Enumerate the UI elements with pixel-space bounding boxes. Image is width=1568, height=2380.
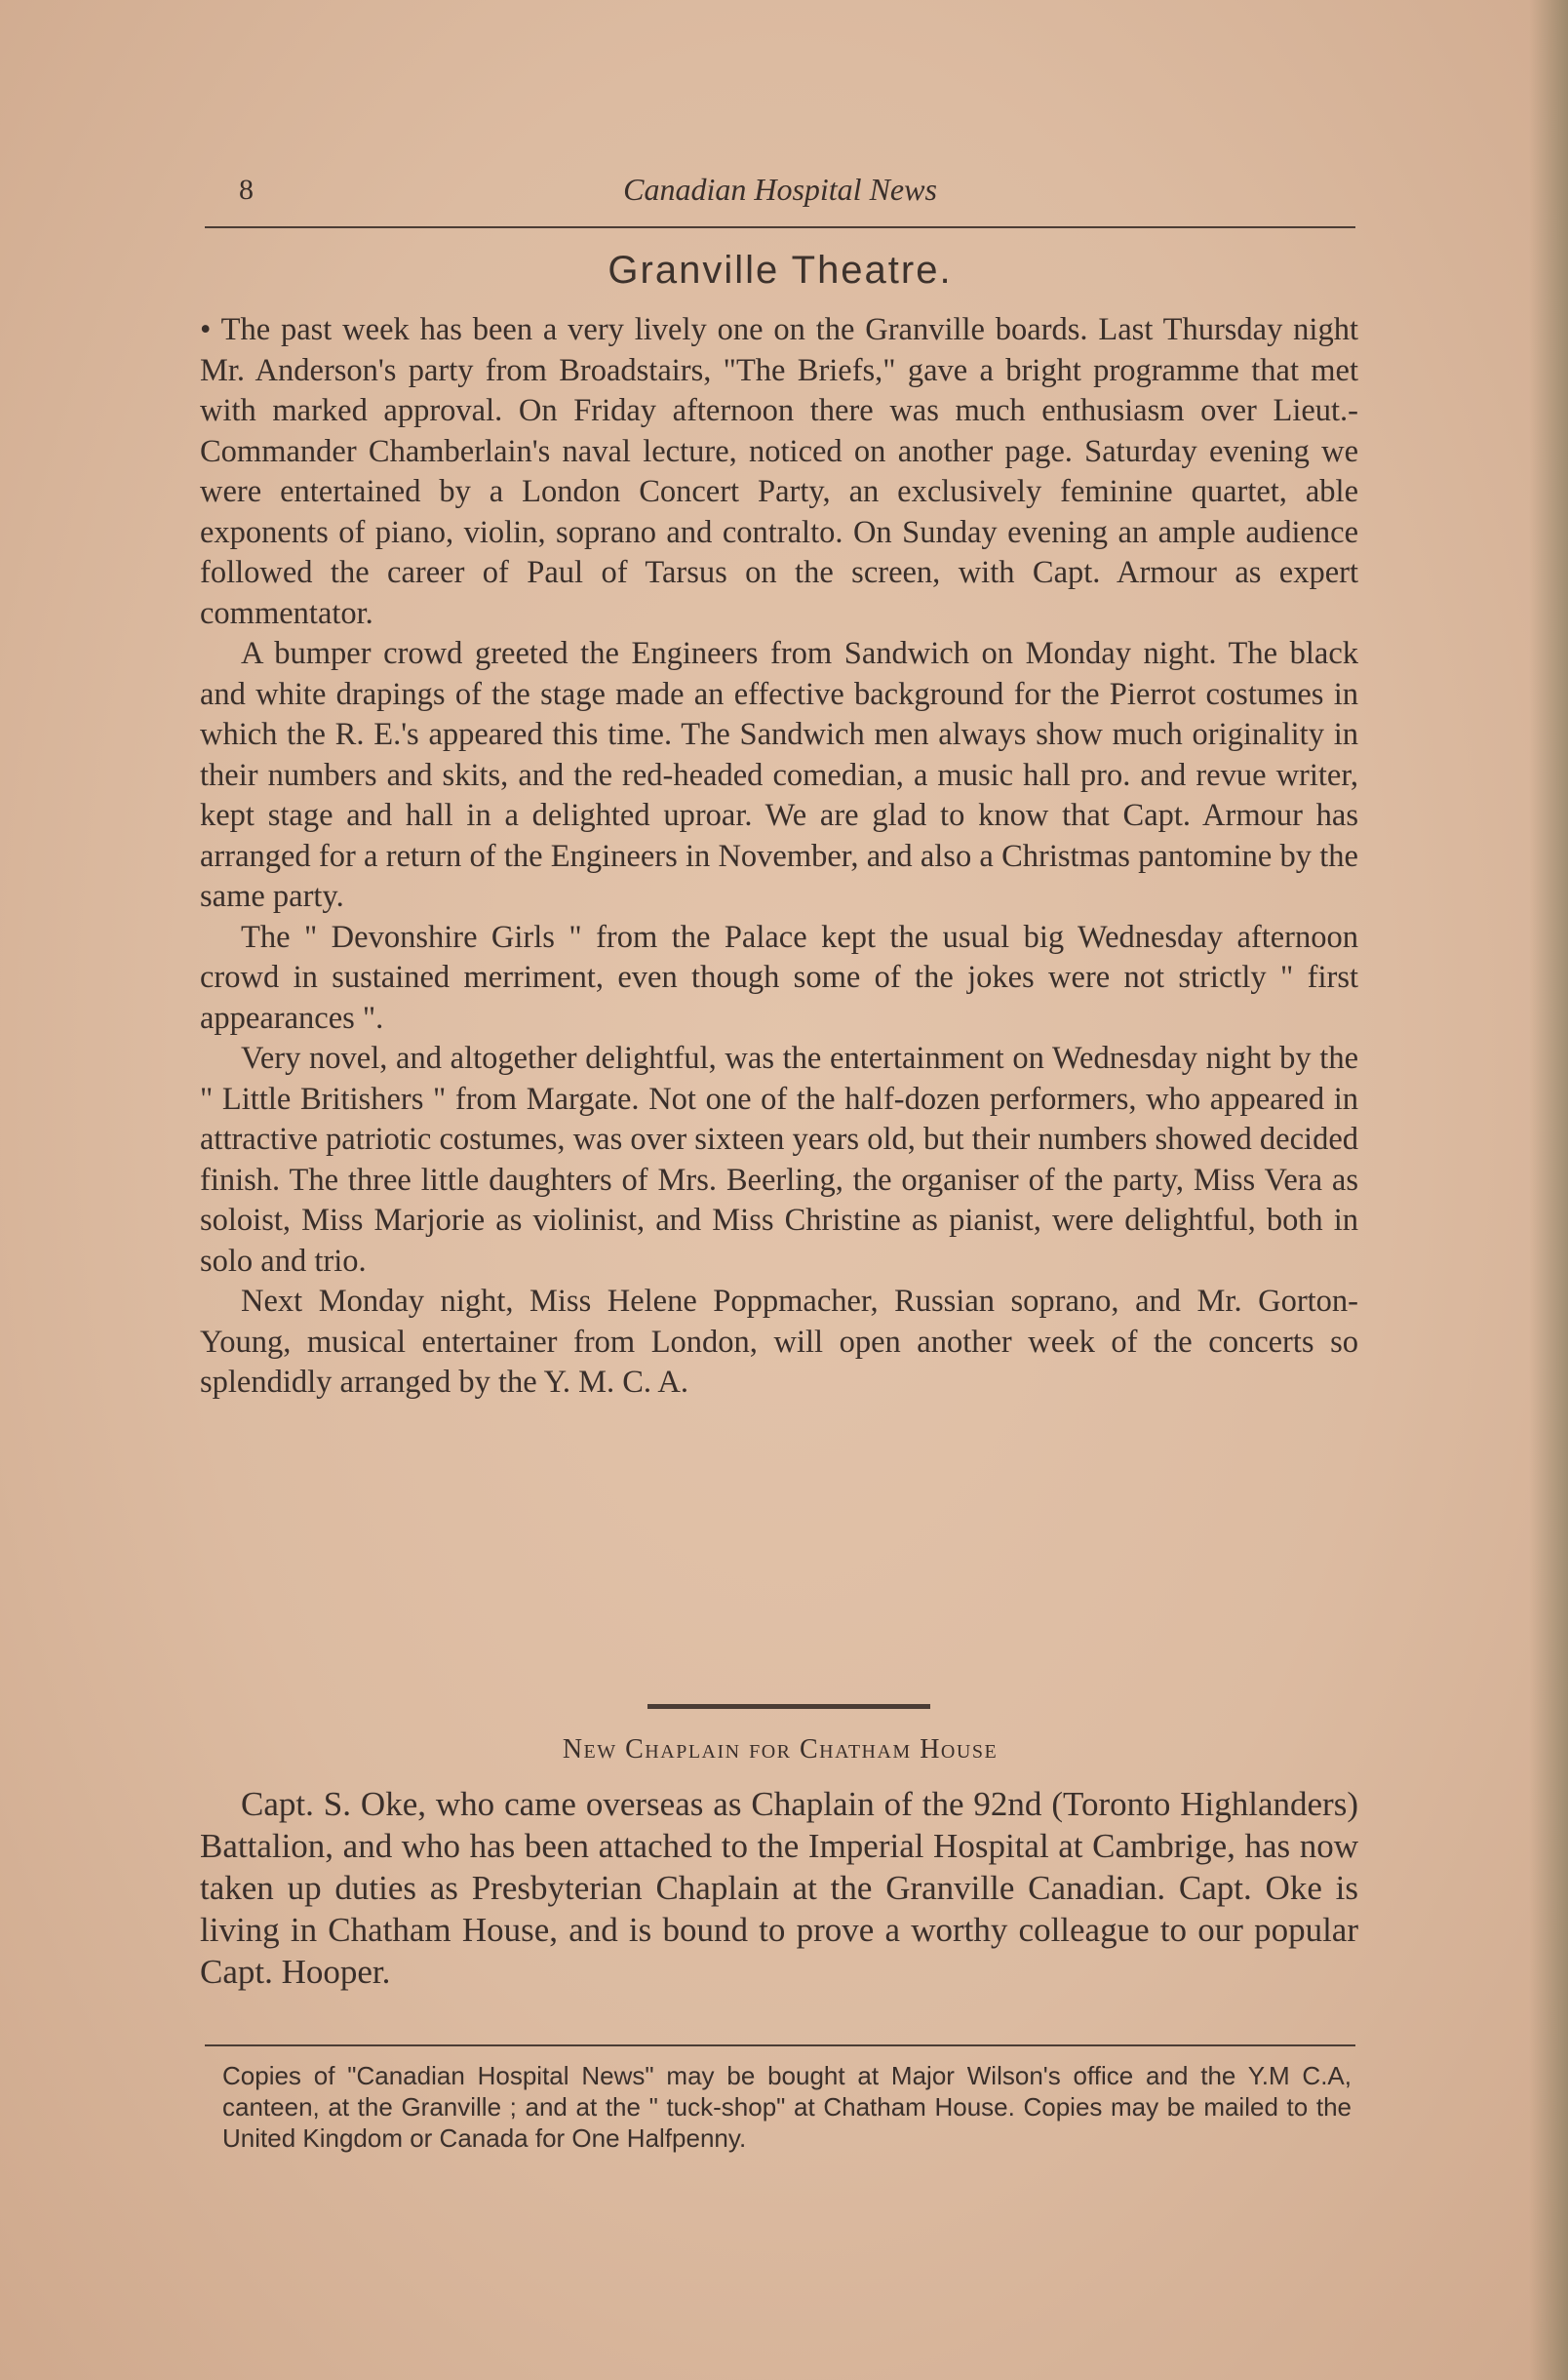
section-divider (647, 1704, 930, 1709)
chaplain-article (200, 1783, 1358, 1993)
article-paragraph: Next Monday night, Miss Helene Poppmacher, Russian soprano, and Mr. Gorton-Young, musical entertainer from London, will open another week of the concerts so splendidly arranged by the Y. M. C. A. (200, 1284, 1358, 1400)
page-edge-shadow (1529, 0, 1568, 2380)
article-paragraph: The " Devonshire Girls " from the Palace kept the usual big Wednesday afternoon crowd in sustained merriment, even though some of the jokes were not strictly " first appearances ". (200, 919, 1358, 1036)
article-paragraph: • The past week has been a very lively one on the Granville boards. Last Thursday night Mr. Anderson's party from Broadstairs, "The Briefs," gave a bright programme that met with marked approval. On Friday afternoon there was much enthusiasm over Lieut.-Commander Chamberlain's naval lecture, noticed on another page. Saturday evening we were entertained by a London Concert Party, an exclusively feminine quartet, able exponents of piano, violin, soprano and contralto. On Sunday evening an ample audience followed the career of Paul of Tarsus on the screen, with Capt. Armour as expert commentator. (200, 312, 1358, 631)
footer-note (222, 2060, 1352, 2154)
page-number: 8 (239, 174, 254, 206)
article-paragraph: Very novel, and altogether delightful, was the entertainment on Wednesday night by the " Little Britishers " from Margate. Not one of the half-dozen performers, who appeared in attractive patriotic costumes, was over sixteen years old, but their numbers showed decided finish. The three little daughters of Mrs. Beerling, the organiser of the party, Miss Vera as soloist, Miss Marjorie as violinist, and Miss Christine as pianist, were delightful, both in solo and trio. (200, 1041, 1358, 1279)
header-divider (205, 226, 1355, 228)
chaplain-heading: New Chaplain for Chatham House (562, 1734, 999, 1765)
article-body (200, 310, 1358, 1404)
footer-note-text: Copies of "Canadian Hospital News" may be bought at Major Wilson's office and the Y.M C.A, canteen, at the Granville ; and at the " tuck-shop" at Chatham House. Copies may be mailed to the United Kingdom or Canada for One Halfpenny. (222, 2061, 1352, 2153)
article-title: Granville Theatre. (608, 249, 953, 292)
footer-divider (205, 2044, 1355, 2046)
article-paragraph: A bumper crowd greeted the Engineers from Sandwich on Monday night. The black and white drapings of the stage made an effective background for the Pierrot costumes in which the R. E.'s appeared this time. The Sandwich men always show much originality in their numbers and skits, and the red-headed comedian, a music hall pro. and revue writer, kept stage and hall in a delighted uproar. We are glad to know that Capt. Armour has arranged for a return of the Engineers in November, and also a Christmas pantomine by the same party. (200, 636, 1358, 914)
journal-title: Canadian Hospital News (623, 172, 937, 207)
running-header (205, 164, 1355, 222)
chaplain-paragraph: Capt. S. Oke, who came overseas as Chaplain of the 92nd (Toronto Highlanders) Battalion, and who has been attached to the Imperial Hospital at Cambrige, has now taken up duties as Presbyterian Chaplain at the Granville Canadian. Capt. Oke is living in Chatham House, and is bound to prove a worthy colleague to our popular Capt. Hooper. (200, 1785, 1358, 1991)
